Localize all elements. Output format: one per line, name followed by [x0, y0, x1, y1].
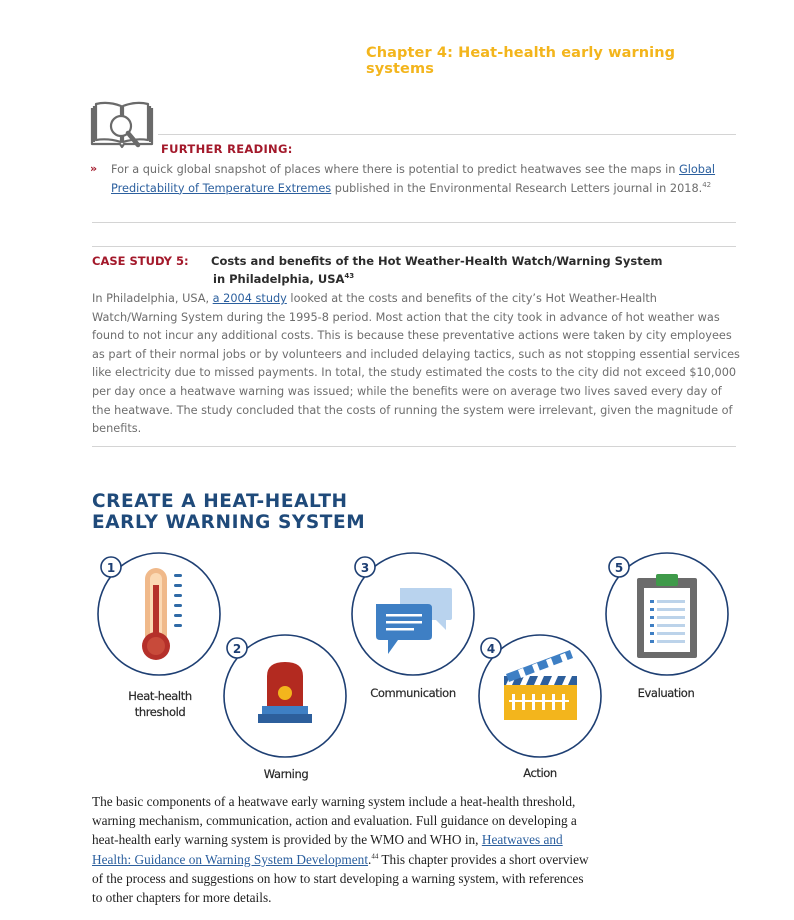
further-reading-text: For a quick global snapshot of places where there is potential to predict heatwaves see the maps in Global Predictability of Temperature Extremes published in the Environmental Research Letters journal in 2018.42 [111, 163, 716, 195]
step-2-number: 2 [232, 642, 242, 656]
footnote-44: 44 [371, 852, 379, 861]
further-reading-heading: FURTHER READING: [161, 142, 293, 156]
further-reading-bottom-rule [92, 222, 736, 223]
heatwaves-guidance-link[interactable]: Heatwaves and Health: Guidance on Warning System Development [92, 832, 563, 867]
case-study-title-line1: Costs and benefits of the Hot Weather-Health Watch/Warning System [211, 254, 663, 268]
siren-icon [258, 662, 312, 723]
step-4-label: Action [523, 766, 557, 780]
thermometer-icon [142, 568, 182, 660]
step-1-label: Heat-health threshold [128, 689, 192, 719]
speech-bubbles-icon [376, 588, 452, 654]
step-4-number: 4 [486, 642, 496, 656]
case-study-body: In Philadelphia, USA, a 2004 study looked at the costs and benefits of the city’s Hot Weather-Health Watch/Warning System during the 1995-8 period. Most action that the city took in advance of hot weather was found to not incur any additional costs. This is because these preventative actions were taken by city employees as part of their normal jobs or by volunteers and included delaying tactics, such as not stopping essential services like electricity due to missed payments. In total, the study estimated the costs to the city did not exceed $10,000 per day once a heatwave warning was issued; while the benefits were on average two lives saved every day of the heatwave. The study concluded that the costs of running the system were irrelevant, given the magnitude of benefits. [92, 292, 740, 436]
further-reading-top-rule [158, 134, 736, 135]
footnote-43: 43 [344, 272, 355, 281]
step-5-label: Evaluation [637, 686, 695, 700]
intro-paragraph: The basic components of a heatwave early warning system include a heat-health threshold, warning mechanism, communication, action and evaluation. Full guidance on developing a heat-health early warning system is provided by the WMO and WHO in, Heatwaves and Health: Guidance on Warning System Development.$^{44}$ This chapter provides a short overview of the process and suggestions on how to start developing a warning system, with references to other chapters for more details. [92, 794, 589, 906]
step-3-label: Communication [370, 686, 456, 700]
section-heading: CREATE A HEAT-HEALTH EARLY WARNING SYSTEM [92, 491, 366, 533]
chapter-title: Chapter 4: Heat-health early warning systems [366, 45, 676, 77]
case-study-title-line2: in Philadelphia, USA$^{43}$ [213, 272, 355, 286]
step-5-number: 5 [614, 561, 624, 575]
warning-system-steps-diagram [0, 540, 794, 790]
book-magnifier-icon [88, 98, 158, 154]
case-study-top-rule [92, 246, 736, 247]
footnote-42: 42 [702, 180, 712, 189]
bullet-marker: » [90, 162, 98, 175]
global-predictability-link[interactable]: Global Predictability of Temperature Extremes [111, 163, 716, 195]
clipboard-icon [637, 574, 697, 658]
clapperboard-icon [504, 650, 577, 720]
step-2-label: Warning [263, 767, 309, 781]
case-study-label: CASE STUDY 5: [92, 254, 189, 268]
step-1-number: 1 [106, 561, 116, 575]
case-study-bottom-rule [92, 446, 736, 447]
step-3-number: 3 [360, 561, 370, 575]
2004-study-link[interactable]: a 2004 study [212, 292, 287, 305]
